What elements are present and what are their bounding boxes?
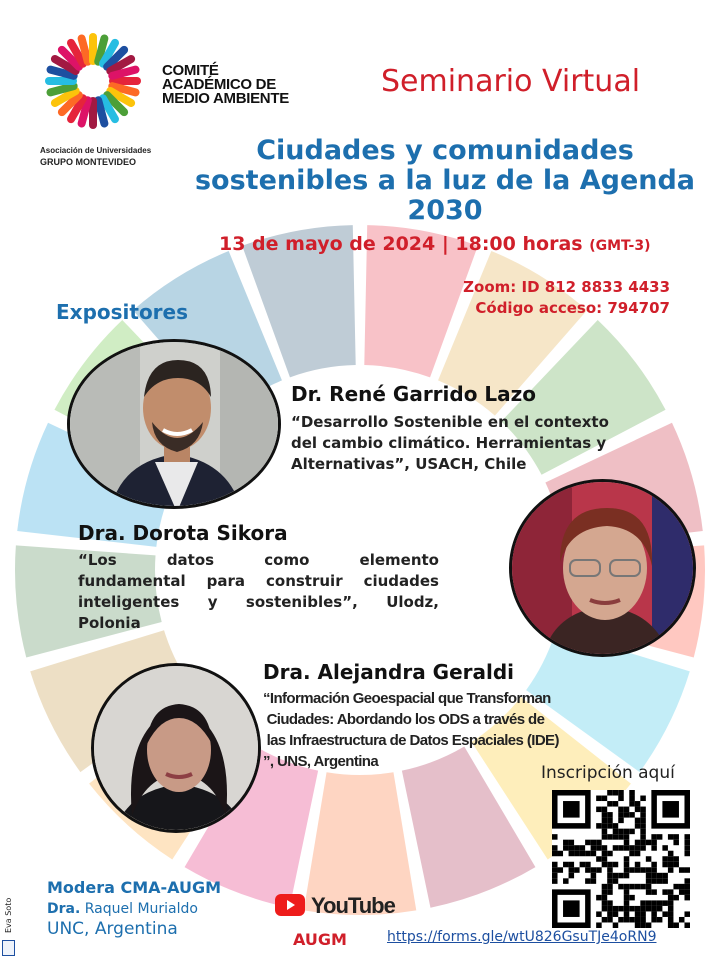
committee-name: COMITÉ ACADÉMICO DE MEDIO AMBIENTE (162, 62, 289, 107)
moderator-heading: Modera CMA-AUGM (47, 878, 222, 897)
speaker-photo-alejandra (91, 663, 261, 833)
youtube-channel[interactable]: AUGM (293, 930, 347, 949)
youtube-icon[interactable] (275, 894, 305, 916)
speaker-talk-alejandra: “Información Geoespacial que Transforman Ciudades: Abordando los ODS a través de las Infraestructura de Datos Espaciales (IDE) ”, UNS, Argentina (263, 690, 559, 770)
youtube-label[interactable]: YouTube (311, 893, 395, 918)
registration-qr-code[interactable] (552, 790, 690, 928)
speaker-name-rene: Dr. René Garrido Lazo (291, 382, 537, 406)
speaker-photo-dorota (509, 479, 696, 657)
zoom-id: Zoom: ID 812 8833 4433 (463, 278, 670, 296)
speakers-heading: Expositores (56, 300, 189, 324)
event-date: 13 de mayo de 2024 | 18:00 horas (GMT-3) (219, 233, 651, 255)
moderator-affiliation: UNC, Argentina (47, 919, 178, 939)
zoom-info (420, 277, 670, 319)
moderator-name: Dra. Raquel Murialdo (47, 901, 198, 917)
speaker-name-alejandra: Dra. Alejandra Geraldi (263, 660, 515, 684)
seminar-label: Seminario Virtual (381, 64, 641, 99)
speaker-talk-dorota: “Los datos como elemento fundamental para construir ciudades inteligentes y sostenibles”, Ulodz, Polonia (78, 551, 439, 632)
event-title: Ciudades y comunidades sostenibles a la luz de la Agenda 2030 (194, 135, 696, 226)
credit-text: Eva Soto (4, 897, 13, 933)
speaker-photo-rene (67, 339, 281, 509)
registration-link[interactable]: https://forms.gle/wtU826GsuTJe4oRN9 (387, 929, 657, 945)
speaker-talk-rene: “Desarrollo Sostenible en el contexto del cambio climático. Herramientas y Alternativas”, USACH, Chile (291, 413, 609, 473)
augm-logo-icon (38, 26, 148, 136)
access-code: Código acceso: 794707 (475, 299, 670, 317)
speaker-name-dorota: Dra. Dorota Sikora (78, 521, 288, 545)
credit-logo-icon (2, 940, 15, 956)
association-line-2: GRUPO MONTEVIDEO (40, 157, 137, 167)
association-line-1: Asociación de Universidades (40, 146, 152, 155)
registration-label: Inscripción aquí (541, 763, 675, 783)
